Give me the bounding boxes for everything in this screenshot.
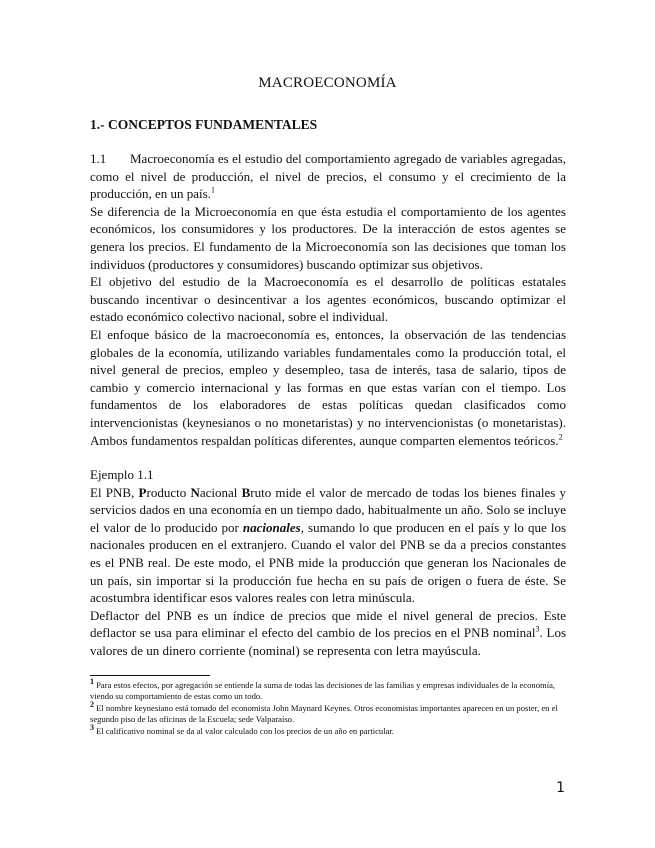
page-number: 1	[556, 780, 565, 796]
footnote: $^2$ El nombre keynesiano está tomado del economista John Maynard Keynes. Otros economistas importantes aparecen en un poster, en el segundo piso de las oficinas de la Escuela; sede Valparaíso.	[90, 699, 558, 725]
emphasis-nacionales: nacionales	[242, 519, 301, 535]
paragraph-4-text: El enfoque básico de la macroeconomía es, entonces, la observación de las tendencias globales de la economía, utilizando variables fundamentales como la producción total, el nivel general de precios, empleo y desempleo, tasa de interés, tasa de salario, tipos de cambio y comercio internacional y las formas en que estas varían con el tiempo. Los fundamentos de los elaboradores de estas políticas quedan clasificados como intervencionistas (keynesianos o no monetaristas) y no intervencionistas (o monetaristas). Ambos fundamentos respaldan políticas diferentes, aunque comparten elementos teóricos.	[90, 326, 566, 448]
footnotes	[90, 677, 566, 737]
example-label: Ejemplo 1.1	[90, 467, 154, 483]
footnote-ref-2: 2	[558, 432, 563, 442]
body-text	[90, 150, 566, 660]
paragraph-4	[90, 326, 566, 449]
paragraph-3: El objetivo del estudio de la Macroeconomía es el desarrollo de políticas estatales buscando incentivar o desincentivar a los agentes económicos, buscando optimizar el estado económico colectivo nacional, sobre el individual.	[90, 274, 566, 325]
footnote: $^3$ El calificativo nominal se da al valor calculado con los precios de un año en particular.	[90, 722, 394, 736]
paragraph-1	[90, 150, 566, 203]
paragraph-number: 1.1	[90, 151, 107, 166]
paragraph-1-text: Macroeconomía es el estudio del comportamiento agregado de variables agregadas, como el nivel de producción, el nivel de precios, el consumo y el crecimiento de la producción, en un país.	[90, 151, 566, 202]
paragraph-6: Deflactor del PNB es un índice de precios que mide el nivel general de precios. Este deflactor se usa para eliminar el efecto del cambio de los precios en el PNB nominal$^3$. Los valores de un dinero corriente (nominal) se representa con letra mayúscula.	[90, 607, 567, 659]
footnote: $^1$ Para estos efectos, por agregación se entiende la suma de todas las decisiones de las familias y empresas individuales de la economía, viendo su comportamiento de estas como un todo.	[90, 677, 556, 702]
footnote-divider	[90, 675, 210, 676]
page-title: MACROECONOMÍA	[258, 75, 397, 91]
section-heading: 1.- CONCEPTOS FUNDAMENTALES	[90, 117, 318, 132]
paragraph-5: El PNB, Producto Nacional Bruto mide el valor de mercado de todas los bienes finales y servicios dados en una economía en un tiempo dado, habitualmente un año. Solo se incluye el valor de lo producido por nacionales, sumando lo que producen en el país y lo que los nacionales producen en el extranjero. Cuando el valor del PNB se da a precios constantes es el PNB real. De este modo, el PNB mide la producción que generan los Nacionales de un país, sin importar si la producción fue hecha en su país de origen o fuera de éste. Se acostumbra identificar esos valores reales con letra minúscula.	[90, 484, 566, 606]
footnote-ref-3: 3	[535, 625, 540, 635]
paragraph-2: Se diferencia de la Microeconomía en que ésta estudia el comportamiento de los agentes económicos, los consumidores y los productores. De la interacción de estos agentes se genera los precios. El fundamento de la Microeconomía son las decisiones que toman los individuos (productores y consumidores) buscando optimizar sus objetivos.	[90, 203, 566, 272]
footnote-ref-1: 1	[210, 185, 215, 195]
